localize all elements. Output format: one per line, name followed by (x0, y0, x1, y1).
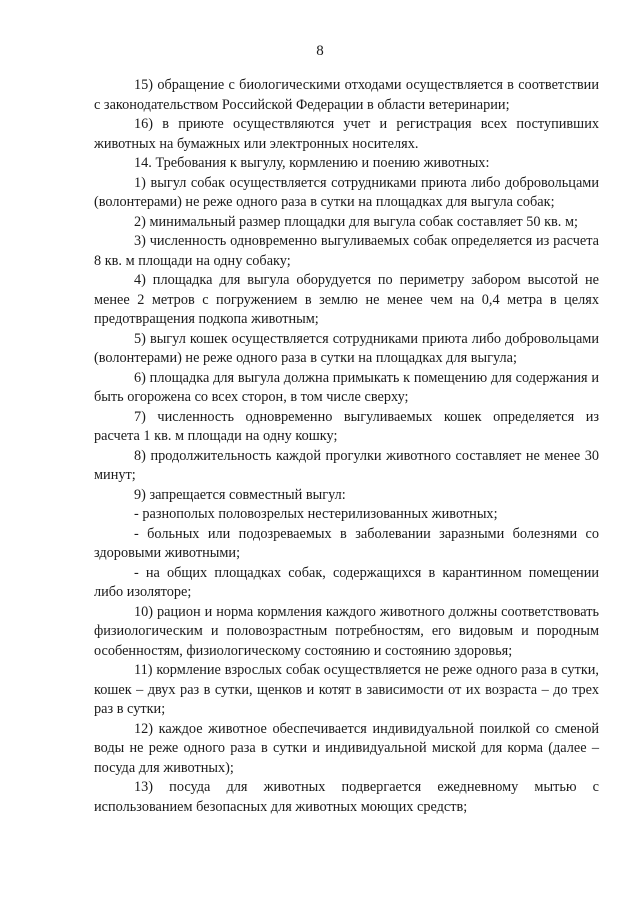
paragraph-item-15: 15) обращение с биологическими отходами осуществляется в соответствии с законодательством Российской Федерации в области ветеринарии; (94, 77, 599, 113)
document-body (94, 76, 599, 817)
list-dash-item-1: - разнополых половозрелых нестерилизованных животных; (134, 506, 498, 522)
paragraph-item-10: 10) рацион и норма кормления каждого животного должны соответствовать физиологическим и половозрастным потребностям, его видовым и породным особенностям, физиологическому состоянию и состоянию здоровья; (94, 603, 599, 659)
list-dash-item-3: - на общих площадках собак, содержащихся в карантинном помещении либо изоляторе; (94, 564, 599, 600)
paragraph-item-12: 12) каждое животное обеспечивается индивидуальной поилкой со сменой воды не реже одного раза в сутки и индивидуальной миской для корма (далее – посуда для животных); (94, 720, 599, 776)
list-dash-item-2: - больных или подозреваемых в заболевании заразными болезнями со здоровыми животными; (94, 525, 599, 561)
paragraph-item-9: 9) запрещается совместный выгул: (134, 486, 346, 503)
paragraph-item-5: 5) выгул кошек осуществляется сотрудниками приюта либо добровольцами (волонтерами) не реже одного раза в сутки на площадках для выгула; (94, 330, 599, 366)
paragraph-item-13: 13) посуда для животных подвергается ежедневному мытью с использованием безопасных для животных моющих средств; (94, 779, 599, 815)
paragraph-item-7: 7) численность одновременно выгуливаемых кошек определяется из расчета 1 кв. м площади на одну кошку; (94, 408, 599, 444)
paragraph-item-11: 11) кормление взрослых собак осуществляется не реже одного раза в сутки, кошек – двух раз в сутки, щенков и котят в зависимости от их возраста – до трех раз в сутки; (94, 662, 599, 717)
paragraph-item-4: 4) площадка для выгула оборудуется по периметру забором высотой не менее 2 метров с погружением в землю не менее чем на 0,4 метра в целях предотвращения подкопа животным; (94, 272, 599, 327)
paragraph-item-1: 1) выгул собак осуществляется сотрудниками приюта либо добровольцами (волонтерами) не реже одного раза в сутки на площадках для выгула собак; (94, 174, 599, 210)
paragraph-item-2: 2) минимальный размер площадки для выгула собак составляет 50 кв. м; (134, 213, 578, 230)
section-heading-14: 14. Требования к выгулу, кормлению и поению животных: (134, 155, 490, 171)
page-number: 8 (316, 43, 324, 59)
paragraph-item-16: 16) в приюте осуществляются учет и регистрация всех поступивших животных на бумажных или электронных носителях. (94, 116, 599, 152)
paragraph-item-6: 6) площадка для выгула должна примыкать к помещению для содержания и быть огорожена со всех сторон, в том числе сверху; (94, 369, 599, 405)
paragraph-item-8: 8) продолжительность каждой прогулки животного составляет не менее 30 минут; (94, 447, 599, 483)
paragraph-item-3: 3) численность одновременно выгуливаемых собак определяется из расчета 8 кв. м площади на одну собаку; (94, 233, 599, 269)
